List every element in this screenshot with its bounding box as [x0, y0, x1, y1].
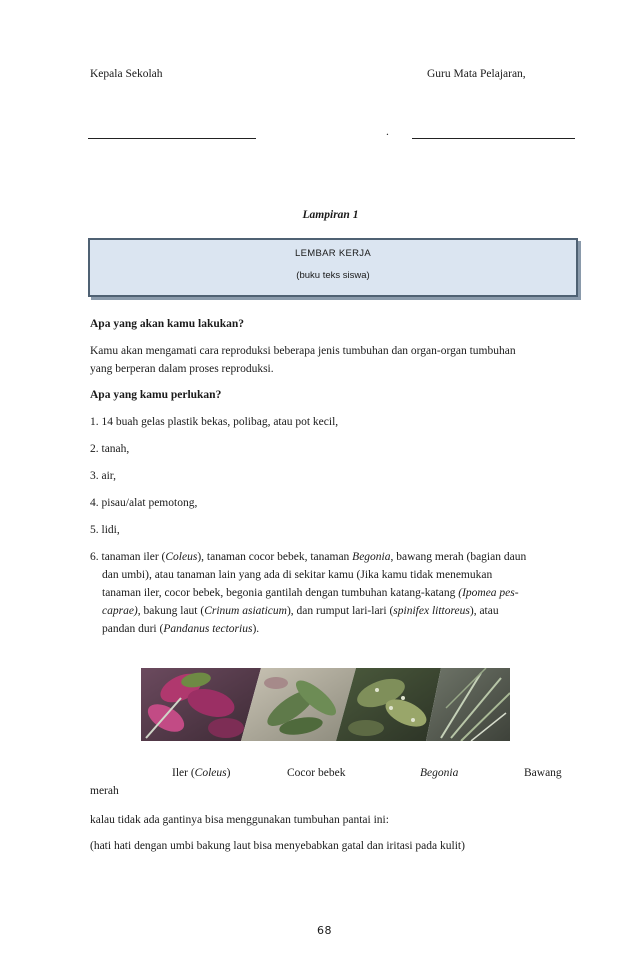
section-intro-line-2: yang berperan dalam proses reproduksi.	[90, 363, 274, 375]
list-item: 3. air,	[90, 470, 117, 482]
caption-begonia: Begonia	[420, 767, 459, 779]
headmaster-label: Kepala Sekolah	[90, 68, 163, 80]
section-heading-what-you-need: Apa yang kamu perlukan?	[90, 389, 222, 401]
list-item-6	[90, 548, 568, 638]
list-item-6-line-2: dan umbi), atau tanaman lain yang ada di sekitar kamu (Jika kamu tidak menemukan	[102, 569, 493, 581]
list-item: 4. pisau/alat pemotong,	[90, 497, 198, 509]
note-line-1: kalau tidak ada gantinya bisa menggunakan tumbuhan pantai ini:	[90, 814, 389, 826]
worksheet-header-box	[88, 238, 578, 297]
list-item: 1. 14 buah gelas plastik bekas, polibag, atau pot kecil,	[90, 416, 339, 428]
plant-photo-strip	[141, 668, 510, 741]
caption-bawang: Bawang	[524, 767, 562, 779]
coleus-photo	[141, 668, 261, 741]
cocor-bebek-photo	[241, 668, 356, 741]
caption-iler: Iler (Coleus)	[172, 767, 231, 779]
list-item-6-line-1: 6. tanaman iler (Coleus), tanaman cocor bebek, tanaman Begonia, bawang merah (bagian daun	[90, 551, 527, 563]
list-item-6-line-5: pandan duri (Pandanus tectorius).	[102, 623, 260, 635]
teacher-signature-line	[412, 138, 575, 139]
section-heading-what-to-do: Apa yang akan kamu lakukan?	[90, 318, 245, 330]
note-line-2: (hati hati dengan umbi bakung laut bisa menyebabkan gatal dan iritasi pada kulit)	[90, 840, 465, 852]
caption-cocor-bebek: Cocor bebek	[287, 767, 346, 779]
plant-photos-image	[141, 668, 510, 741]
list-item: 5. lidi,	[90, 524, 120, 536]
worksheet-title: LEMBAR KERJA	[295, 248, 371, 259]
list-item: 2. tanah,	[90, 443, 130, 455]
caption-merah: merah	[90, 785, 119, 797]
section-intro-line-1: Kamu akan mengamati cara reproduksi beberapa jenis tumbuhan dan organ-organ tumbuhan	[90, 345, 516, 357]
page-number: 68	[317, 924, 332, 937]
headmaster-signature-line	[88, 138, 256, 139]
appendix-title: Lampiran 1	[302, 209, 359, 221]
signature-dot: .	[386, 126, 389, 138]
teacher-label: Guru Mata Pelajaran,	[427, 68, 526, 80]
list-item-6-line-3: tanaman iler, cocor bebek, begonia gantilah dengan tumbuhan katang-katang (Ipomea pes-	[102, 587, 519, 599]
worksheet-subtitle: (buku teks siswa)	[296, 270, 370, 281]
list-item-6-line-4: caprae), bakung laut (Crinum asiaticum), dan rumput lari-lari (spinifex littoreus), atau	[102, 605, 499, 617]
